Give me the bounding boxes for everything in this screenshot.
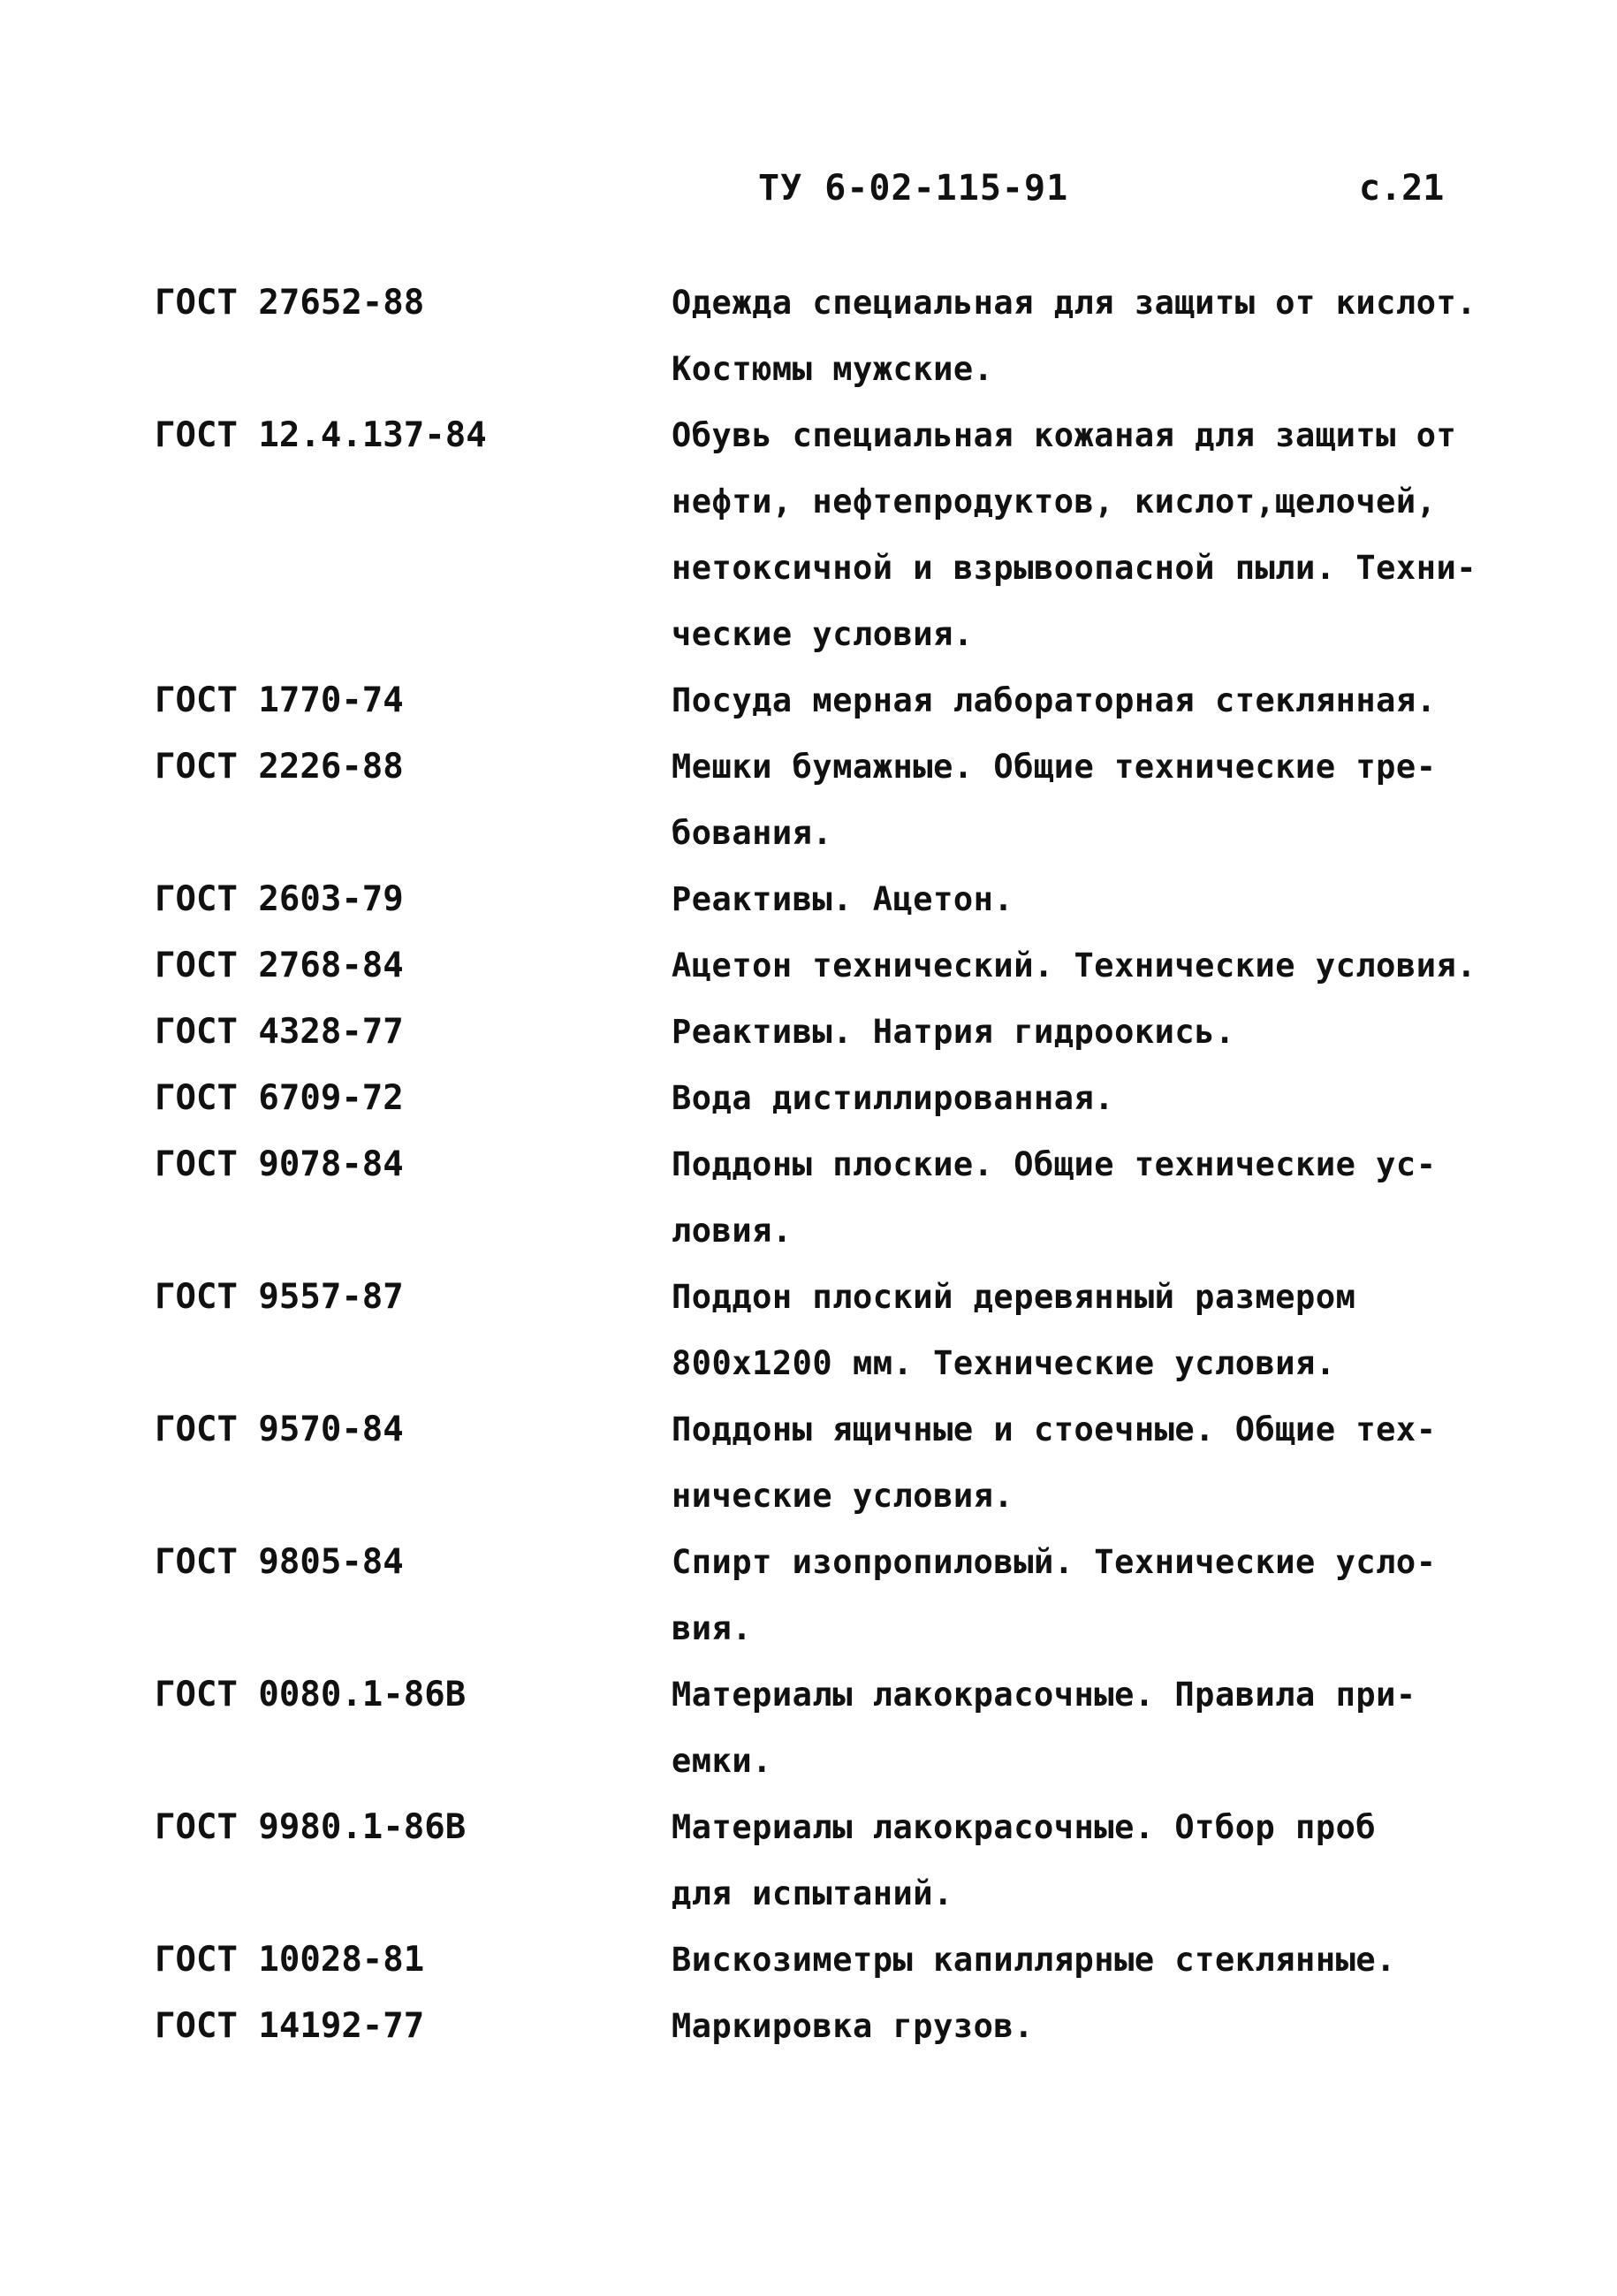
standard-title: [672, 1065, 1533, 1131]
standard-title-line: бования.: [672, 814, 833, 852]
standard-code: ГОСТ 9805-84: [155, 1542, 404, 1582]
standard-code: ГОСТ 2768-84: [155, 946, 404, 985]
standard-title: [672, 402, 1533, 667]
standard-title-line: 800х1200 мм. Технические условия.: [672, 1344, 1336, 1382]
standard-code: ГОСТ 27652-88: [155, 283, 425, 323]
standard-entry: [155, 1396, 1533, 1529]
standard-entry: [155, 734, 1533, 866]
standard-title-line: ловия.: [672, 1212, 793, 1250]
standard-entry: [155, 1065, 1533, 1131]
standard-title-line: нетоксичной и взрывоопасной пыли. Техни-: [672, 549, 1477, 587]
standard-code: ГОСТ 6709-72: [155, 1078, 404, 1118]
standard-title-line: для испытаний.: [672, 1874, 953, 1912]
standard-title-line: Материалы лакокрасочные. Отбор проб: [672, 1808, 1377, 1846]
standard-code: ГОСТ 9980.1-86В: [155, 1807, 467, 1847]
standard-entry: [155, 1661, 1533, 1794]
standard-entry: [155, 402, 1533, 667]
standard-title: [672, 866, 1533, 932]
standard-entry: [155, 667, 1533, 734]
standard-title-line: Вискозиметры капиллярные стеклянные.: [672, 1941, 1396, 1979]
standard-title-line: Материалы лакокрасочные. Правила при-: [672, 1676, 1416, 1714]
standard-code: ГОСТ 9078-84: [155, 1144, 404, 1184]
standard-code: ГОСТ 2226-88: [155, 747, 404, 787]
standard-title-line: Поддоны плоские. Общие технические ус-: [672, 1145, 1437, 1183]
standard-code: ГОСТ 14192-77: [155, 2006, 425, 2046]
standard-code: ГОСТ 2603-79: [155, 879, 404, 919]
standard-entry: [155, 932, 1533, 999]
standard-code: ГОСТ 1770-74: [155, 680, 404, 720]
standard-title: [672, 1396, 1533, 1529]
standard-title-line: Посуда мерная лабораторная стеклянная.: [672, 681, 1437, 719]
standard-entry: [155, 1529, 1533, 1661]
standard-title: [672, 1927, 1533, 1993]
standard-title: [672, 1794, 1533, 1927]
standard-title-line: емки.: [672, 1742, 772, 1780]
standard-code: ГОСТ 12.4.137-84: [155, 415, 487, 455]
standard-title-line: Обувь специальная кожаная для защиты от: [672, 416, 1457, 454]
standard-title-line: ческие условия.: [672, 615, 974, 653]
standard-title-line: Спирт изопропиловый. Технические усло-: [672, 1543, 1437, 1581]
standard-entry: [155, 1264, 1533, 1396]
standard-title-line: нические условия.: [672, 1477, 1014, 1515]
standard-title-line: Костюмы мужские.: [672, 350, 994, 388]
standard-title: [672, 270, 1533, 402]
page-number: с.21: [1359, 168, 1445, 209]
standard-title-line: Одежда специальная для защиты от кислот.: [672, 284, 1477, 322]
document-code: ТУ 6-02-115-91: [758, 168, 1069, 209]
standard-entry: [155, 1131, 1533, 1264]
standard-title: [672, 1661, 1533, 1794]
standard-title: [672, 1529, 1533, 1661]
standard-title-line: вия.: [672, 1609, 753, 1647]
standard-entry: [155, 866, 1533, 932]
standards-list: [155, 270, 1533, 2059]
standard-title: [672, 667, 1533, 734]
standard-code: ГОСТ 10028-81: [155, 1940, 425, 1980]
standard-title-line: Поддоны ящичные и стоечные. Общие тех-: [672, 1410, 1437, 1448]
standard-code: ГОСТ 0080.1-86В: [155, 1675, 467, 1714]
standard-title: [672, 1131, 1533, 1264]
standard-title: [672, 999, 1533, 1065]
standard-title-line: Маркировка грузов.: [672, 2007, 1034, 2045]
standard-code: ГОСТ 9557-87: [155, 1277, 404, 1317]
standard-title-line: Реактивы. Натрия гидроокись.: [672, 1013, 1235, 1051]
standard-code: ГОСТ 9570-84: [155, 1410, 404, 1449]
standard-title-line: Ацетон технический. Технические условия.: [672, 947, 1477, 985]
standard-title: [672, 932, 1533, 999]
standard-title-line: нефти, нефтепродуктов, кислот,щелочей,: [672, 483, 1437, 521]
standard-title-line: Поддон плоский деревянный размером: [672, 1278, 1356, 1316]
standard-title-line: Мешки бумажные. Общие технические тре-: [672, 748, 1437, 786]
standard-entry: [155, 1927, 1533, 1993]
standard-title-line: Вода дистиллированная.: [672, 1079, 1115, 1117]
standard-title-line: Реактивы. Ацетон.: [672, 880, 1014, 918]
standard-code: ГОСТ 4328-77: [155, 1012, 404, 1052]
standard-entry: [155, 999, 1533, 1065]
standard-title: [672, 734, 1533, 866]
standard-title: [672, 1993, 1533, 2059]
standard-title: [672, 1264, 1533, 1396]
standard-entry: [155, 1993, 1533, 2059]
standard-entry: [155, 270, 1533, 402]
standard-entry: [155, 1794, 1533, 1927]
page-header: [0, 168, 1617, 221]
